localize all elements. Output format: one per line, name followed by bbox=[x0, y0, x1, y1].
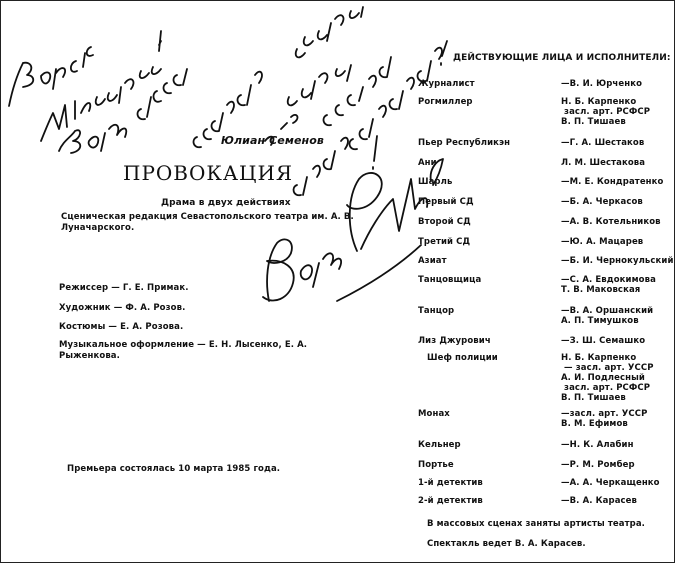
crew-designer: Художник — Ф. А. Розов. bbox=[59, 303, 186, 313]
cast-actor: —Б. И. Чернокульский bbox=[561, 256, 674, 266]
cast-role: Шеф полиции bbox=[427, 353, 498, 363]
cast-role: Ани bbox=[418, 158, 437, 168]
cast-role: Первый СД bbox=[418, 197, 474, 207]
crew-director: Режиссер — Г. Е. Примак. bbox=[59, 283, 189, 293]
cast-actor: —А. В. Котельников bbox=[561, 217, 661, 227]
play-title: ПРОВОКАЦИЯ bbox=[123, 161, 294, 185]
cast-actor: Л. М. Шестакова bbox=[561, 158, 646, 168]
cast-actor: —С. А. Евдокимова Т. В. Маковская bbox=[561, 275, 656, 295]
play-genre: Драма в двух действиях bbox=[161, 198, 291, 208]
cast-actor: —Р. М. Ромбер bbox=[561, 460, 635, 470]
cast-role: Монах bbox=[418, 409, 450, 419]
cast-role: Портье bbox=[418, 460, 454, 470]
cast-actor: —З. Ш. Семашко bbox=[561, 336, 646, 346]
crew-costumes: Костюмы — Е. А. Розова. bbox=[59, 322, 184, 332]
cast-role: Третий СД bbox=[418, 237, 471, 247]
premiere-note: Премьера состоялась 10 марта 1985 года. bbox=[67, 464, 281, 474]
cast-role: Второй СД bbox=[418, 217, 471, 227]
cast-role: Шарль bbox=[418, 177, 453, 187]
cast-actor: —Б. А. Черкасов bbox=[561, 197, 643, 207]
stage-manager-note: Спектакль ведет В. А. Карасев. bbox=[427, 539, 586, 549]
cast-actor: —Г. А. Шестаков bbox=[561, 138, 645, 148]
cast-actor: —Ю. А. Мацарев bbox=[561, 237, 644, 247]
cast-actor: —В. А. Оршанский А. П. Тимушков bbox=[561, 306, 654, 326]
cast-role: Азиат bbox=[418, 256, 447, 266]
cast-role: Журналист bbox=[418, 79, 475, 89]
stage-redaction: Сценическая редакция Севастопольского театра им. А. В. Луначарского. bbox=[61, 212, 354, 233]
cast-role: Танцор bbox=[418, 306, 455, 316]
cast-role: Рогмиллер bbox=[418, 97, 473, 107]
cast-role: Пьер Республикэн bbox=[418, 138, 511, 148]
cast-actor: —В. А. Карасев bbox=[561, 496, 638, 506]
cast-header: ДЕЙСТВУЮЩИЕ ЛИЦА И ИСПОЛНИТЕЛИ: bbox=[453, 53, 671, 63]
cast-actor: —А. А. Черкащенко bbox=[561, 478, 660, 488]
cast-role: Танцовщица bbox=[418, 275, 482, 285]
cast-actor: Н. Б. Карпенко засл. арт. РСФСР В. П. Тишаев bbox=[561, 97, 651, 127]
cast-role: 1-й детектив bbox=[418, 478, 483, 488]
cast-actor: —засл. арт. УССР В. М. Ефимов bbox=[561, 409, 648, 429]
cast-actor: —В. И. Юрченко bbox=[561, 79, 643, 89]
cast-extras-note: В массовых сценах заняты артисты театра. bbox=[427, 519, 645, 529]
handwritten-autograph bbox=[1, 1, 676, 564]
cast-role: Кельнер bbox=[418, 440, 461, 450]
crew-music: Музыкальное оформление — Е. Н. Лысенко, Е. А. Рыженкова. bbox=[59, 340, 308, 361]
author-name: Юлиан Семенов bbox=[221, 134, 324, 147]
cast-actor: —М. Е. Кондратенко bbox=[561, 177, 664, 187]
cast-role: 2-й детектив bbox=[418, 496, 483, 506]
cast-actor: —Н. К. Алабин bbox=[561, 440, 634, 450]
cast-role: Лиз Джурович bbox=[418, 336, 491, 346]
cast-actor: Н. Б. Карпенко — засл. арт. УССР А. И. Подлесный засл. арт. РСФСР В. П. Тишаев bbox=[561, 353, 654, 403]
